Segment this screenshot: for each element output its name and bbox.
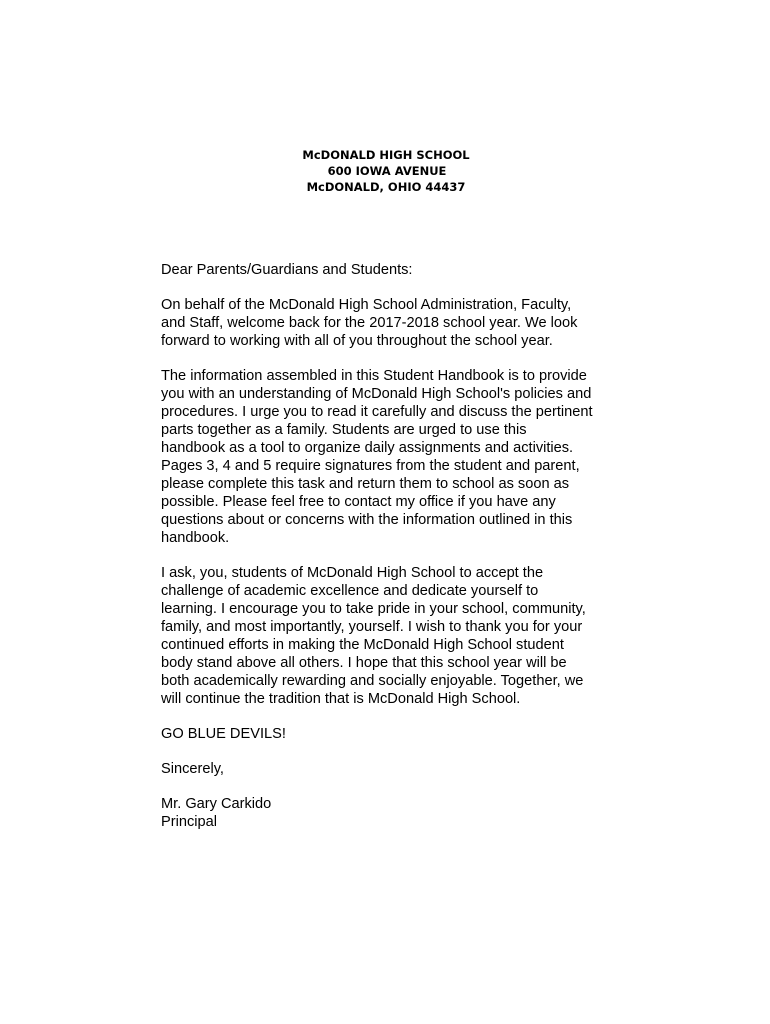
salutation: Dear Parents/Guardians and Students: — [161, 262, 413, 278]
paragraph-line: I ask, you, students of McDonald High School to accept the — [161, 565, 544, 581]
paragraph-line: The information assembled in this Student Handbook is to provide — [161, 368, 587, 384]
paragraph-line: learning. I encourage you to take pride in your school, community, — [161, 601, 586, 617]
school-city-state-zip: McDONALD, OHIO 44437 — [306, 180, 466, 194]
paragraph-line: On behalf of the McDonald High School Administration, Faculty, — [161, 297, 572, 313]
signer-title: Principal — [161, 814, 217, 830]
paragraph-handbook — [161, 367, 621, 547]
paragraph-line: family, and most importantly, yourself. I wish to thank you for your — [161, 619, 583, 635]
paragraph-line: both academically rewarding and socially enjoyable. Together, we — [161, 673, 584, 689]
paragraph-line: Pages 3, 4 and 5 require signatures from the student and parent, — [161, 458, 580, 474]
paragraph-line: procedures. I urge you to read it carefully and discuss the pertinent — [161, 404, 593, 420]
paragraph-line: please complete this task and return them to school as soon as — [161, 476, 570, 492]
paragraph-line: body stand above all others. I hope that this school year will be — [161, 655, 567, 671]
paragraph-line: possible. Please feel free to contact my office if you have any — [161, 494, 556, 510]
paragraph-line: will continue the tradition that is McDonald High School. — [161, 691, 521, 707]
paragraph-line: and Staff, welcome back for the 2017-2018 school year. We look — [161, 315, 578, 331]
letterhead — [0, 147, 770, 195]
paragraph-welcome — [161, 296, 621, 350]
paragraph-line: you with an understanding of McDonald High School's policies and — [161, 386, 592, 402]
paragraph-line: forward to working with all of you throughout the school year. — [161, 333, 553, 349]
school-name: McDONALD HIGH SCHOOL — [302, 148, 470, 162]
paragraph-line: questions about or concerns with the information outlined in this — [161, 512, 573, 528]
letter-body — [161, 261, 621, 848]
school-address: 600 IOWA AVENUE — [327, 164, 447, 178]
closing: Sincerely, — [161, 761, 224, 777]
paragraph-line: parts together as a family. Students are urged to use this — [161, 422, 527, 438]
paragraph-line: handbook as a tool to organize daily assignments and activities. — [161, 440, 574, 456]
paragraph-line: challenge of academic excellence and dedicate yourself to — [161, 583, 539, 599]
paragraph-line: handbook. — [161, 530, 230, 546]
paragraph-challenge — [161, 564, 621, 708]
signature-block — [161, 795, 621, 831]
motto: GO BLUE DEVILS! — [161, 726, 286, 742]
signer-name: Mr. Gary Carkido — [161, 796, 272, 812]
paragraph-line: continued efforts in making the McDonald High School student — [161, 637, 564, 653]
